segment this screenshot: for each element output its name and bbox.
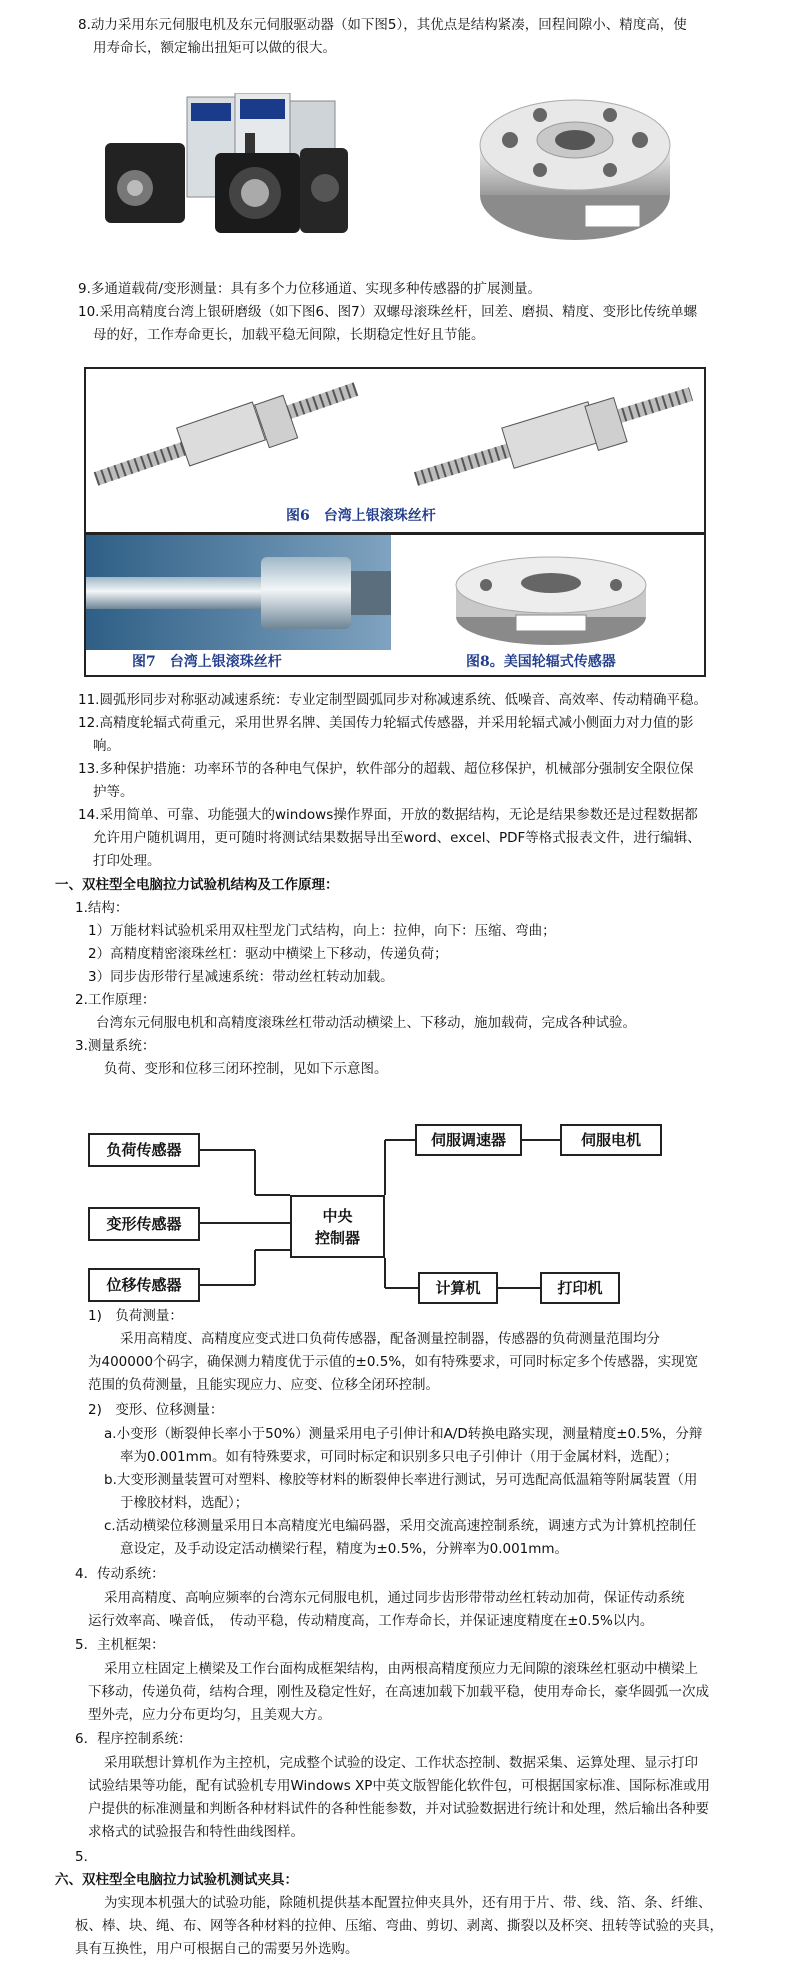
program-heading: 6．程序控制系统：	[75, 1731, 192, 1747]
controller-label-1: 中央	[322, 1206, 353, 1225]
transmission-heading: 4．传动系统：	[75, 1566, 165, 1582]
program-line-1: 采用联想计算机作为主控机，完成整个试验的设定、工作状态控制、数据采集、运算处理、显示打印	[104, 1755, 698, 1771]
section-6-title: 六、双柱型全电脑拉力试验机测试夹具：	[55, 1872, 298, 1888]
item-num: 12.	[78, 715, 100, 731]
frame-line-2: 下移动，传递负荷，结构合理，刚性及稳定性好，在高速加载下加载平稳，使用寿命长，豪华圆弧一次成	[88, 1684, 709, 1700]
item-text: 动力采用东元伺服电机及东元伺服驱动器（如下图5），其优点是结构紧凑，回程间隙小、精度高，使	[90, 17, 687, 33]
measure-line-1: 负荷、变形和位移三闭环控制，见如下示意图。	[104, 1061, 388, 1077]
item-10	[78, 301, 768, 347]
load-measure-line-2: 为400000个码字，确保测力精度优于示值的±0.5%，如有特殊要求，可同时标定多个传感器，实现宽	[88, 1354, 699, 1370]
figure-6-ballscrew	[84, 367, 706, 534]
item-9	[78, 278, 768, 301]
fixture-line-1: 为实现本机强大的试验功能，除随机提供基本配置拉伸夹具外，还有用于片、带、线、箔、条、纤维、	[104, 1895, 712, 1911]
deform-b-line-1: b.大变形测量装置可对塑料、橡胶等材料的断裂伸长率进行测试，另可选配高低温箱等附属装置（用	[104, 1472, 698, 1488]
load-sensor-box: 负荷传感器	[88, 1133, 200, 1167]
item-text-cont: 护等。	[93, 784, 134, 800]
item-num: 9.	[78, 281, 91, 297]
figure-8-caption: 图8。美国轮辐式传感器	[466, 654, 616, 670]
item-num: 8.	[78, 17, 91, 33]
item-text: 采用高精度台湾上银研磨级（如下图6、图7）双螺母滚珠丝杆，回差、磨损、精度、变形比传统单螺	[99, 304, 698, 320]
deform-measure-heading: 2) 变形、位移测量：	[88, 1402, 224, 1418]
controller-label-2: 控制器	[314, 1228, 360, 1247]
structure-line-3: 3）同步齿形带行星减速系统：带动丝杠转动加载。	[88, 969, 394, 985]
item-5-empty: 5．	[75, 1849, 98, 1865]
central-controller-box	[290, 1195, 385, 1258]
disp-sensor-box: 位移传感器	[88, 1268, 200, 1302]
item-num: 11.	[78, 692, 100, 708]
computer-box: 计算机	[418, 1272, 498, 1304]
structure-heading: 1.结构：	[75, 900, 129, 916]
deform-b-line-2: 于橡胶材料，选配）；	[120, 1495, 249, 1511]
deform-a-line-1: a.小变形（断裂伸长率小于50%）测量采用电子引伸计和A/D转换电路实现，测量精度±0.5%，分辩	[104, 1426, 703, 1442]
frame-heading: 5．主机框架：	[75, 1637, 165, 1653]
frame-line-1: 采用立柱固定上横梁及工作台面构成框架结构，由两根高精度预应力无间隙的滚珠丝杠驱动中横梁上	[104, 1661, 698, 1677]
item-8	[78, 14, 768, 60]
item-num: 10.	[78, 304, 100, 320]
item-num: 13.	[78, 761, 100, 777]
deform-a-line-2: 率为0.001mm。如有特殊要求，可同时标定和识别多只电子引伸计（用于金属材料，选配）；	[120, 1449, 678, 1465]
program-line-3: 户提供的标准测量和判断各种材料试件的各种性能参数，并对试验数据进行统计和处理，然后输出各种要	[88, 1801, 709, 1817]
structure-line-1: 1）万能材料试验机采用双柱型龙门式结构，向上：拉伸，向下：压缩、弯曲；	[88, 923, 556, 939]
fixture-line-2: 板、棒、块、绳、布、网等各种材料的拉伸、压缩、弯曲、剪切、剥离、撕裂以及杯突、扭转等试验的夹具，	[75, 1918, 723, 1934]
item-text: 采用简单、可靠、功能强大的windows操作界面，开放的数据结构，无论是结果参数还是过程数据都	[99, 807, 698, 823]
principle-line-1: 台湾东元伺服电机和高精度滚珠丝杠带动活动横梁上、下移动，施加载荷，完成各种试验。	[96, 1015, 636, 1031]
frame-line-3: 型外壳，应力分布更均匀，且美观大方。	[88, 1707, 331, 1723]
item-14	[78, 804, 768, 873]
item-text-cont: 用寿命长，额定输出扭矩可以做的很大。	[93, 40, 336, 56]
principle-heading: 2.工作原理：	[75, 992, 156, 1008]
item-text: 高精度轮辐式荷重元，采用世界名牌、美国传力轮辐式传感器，并采用轮辐式减小侧面力对力值的影	[99, 715, 694, 731]
figure-7-caption: 图7 台湾上银滚珠丝杆	[132, 654, 282, 670]
load-measure-line-1: 采用高精度、高精度应变式进口负荷传感器，配备测量控制器，传感器的负荷测量范围均分	[120, 1331, 660, 1347]
item-text: 圆弧形同步对称驱动减速系统：专业定制型圆弧同步对称减速系统、低噪音、高效率、传动精确平稳。	[99, 692, 707, 708]
item-12	[78, 712, 768, 758]
item-13	[78, 758, 768, 804]
item-text: 多种保护措施：功率环节的各种电气保护，软件部分的超载、超位移保护，机械部分强制安全限位保	[99, 761, 694, 777]
load-measure-heading: 1) 负荷测量：	[88, 1308, 183, 1324]
program-line-2: 试验结果等功能，配有试验机专用Windows XP中英文版智能化软件包，可根据国家标准、国际标准或用	[88, 1778, 710, 1794]
program-line-4: 求格式的试验报告和特性曲线图样。	[88, 1824, 304, 1840]
servo-motor-box: 伺服电机	[560, 1124, 662, 1156]
transmission-line-1: 采用高精度、高响应频率的台湾东元伺服电机，通过同步齿形带带动丝杠转动加荷，保证传动系统	[104, 1590, 685, 1606]
item-text-cont: 允许用户随机调用，更可随时将测试结果数据导出至word、excel、PDF等格式报表文件，进行编辑、	[93, 830, 701, 846]
item-text-cont: 响。	[93, 738, 120, 754]
deform-sensor-box: 变形传感器	[88, 1207, 200, 1241]
figure-7-8-frame	[84, 533, 706, 677]
deform-c-line-1: c.活动横梁位移测量采用日本高精度光电编码器，采用交流高速控制系统，调速方式为计算机控制任	[104, 1518, 697, 1534]
printer-box: 打印机	[540, 1272, 620, 1304]
fixture-line-3: 具有互换性，用户可根据自己的需要另外选购。	[75, 1941, 359, 1957]
measure-heading: 3.测量系统：	[75, 1038, 156, 1054]
deform-c-line-2: 意设定，及手动设定活动横梁行程，精度为±0.5%，分辨率为0.001mm。	[120, 1541, 569, 1557]
load-measure-line-3: 范围的负荷测量，且能实现应力、应变、位移全闭环控制。	[88, 1377, 439, 1393]
structure-line-2: 2）高精度精密滚珠丝杠：驱动中横梁上下移动，传递负荷；	[88, 946, 448, 962]
item-text: 多通道载荷/变形测量：具有多个力位移通道、实现多种传感器的扩展测量。	[90, 281, 541, 297]
item-text-cont: 打印处理。	[93, 853, 161, 869]
servo-motor-photo	[95, 93, 350, 238]
servo-controller-box: 伺服调速器	[415, 1124, 522, 1156]
load-cell-photo	[475, 85, 675, 250]
section-1-title: 一、双柱型全电脑拉力试验机结构及工作原理：	[55, 877, 339, 893]
figure-6-caption: 图6 台湾上银滚珠丝杆	[286, 508, 436, 524]
item-text-cont: 母的好，工作寿命更长，加载平稳无间隙，长期稳定性好且节能。	[93, 327, 485, 343]
item-num: 14.	[78, 807, 100, 823]
item-11	[78, 689, 778, 712]
transmission-line-2: 运行效率高、噪音低， 传动平稳，传动精度高，工作寿命长，并保证速度精度在±0.5%以内。	[88, 1613, 654, 1629]
